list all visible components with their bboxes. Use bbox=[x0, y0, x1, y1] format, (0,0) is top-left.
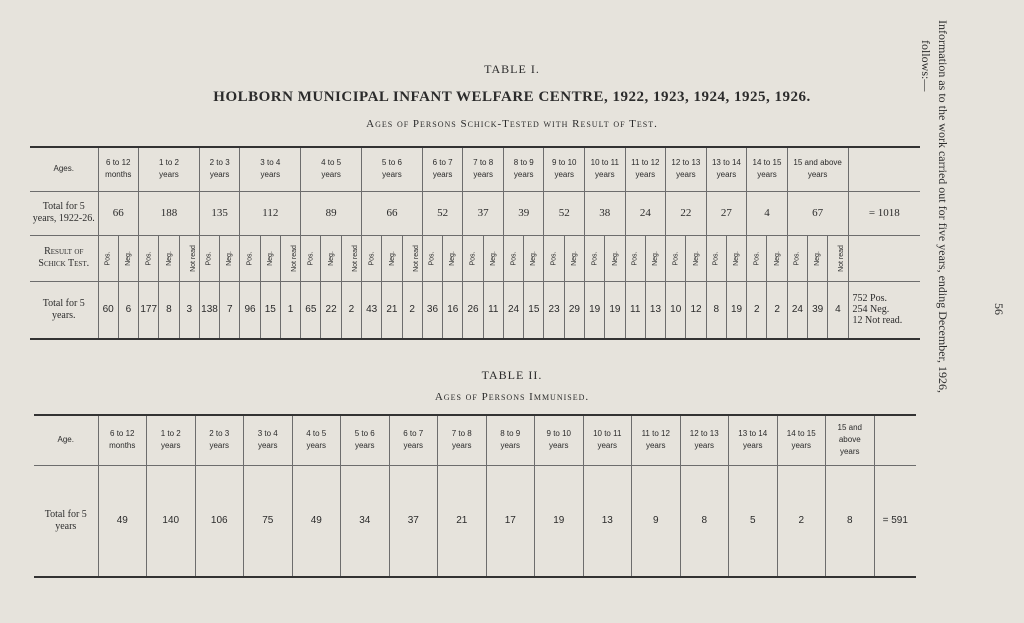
result-cell: 29 bbox=[564, 281, 584, 339]
age-range: 12 to 13 bbox=[689, 429, 719, 439]
result-subheader-text: Pos. bbox=[307, 250, 315, 266]
result-subheader bbox=[747, 235, 767, 281]
results-row bbox=[30, 281, 920, 339]
result-cell: 177 bbox=[139, 281, 159, 339]
age-range: 1 to 2 bbox=[158, 158, 179, 168]
result-subheader bbox=[544, 235, 564, 281]
age-group-header bbox=[666, 147, 707, 191]
result-cell: 21 bbox=[382, 281, 402, 339]
age-group-header bbox=[139, 147, 200, 191]
age-group-header bbox=[98, 147, 139, 191]
result-cell: 11 bbox=[625, 281, 645, 339]
age-range: 6 to 7 bbox=[432, 158, 453, 168]
age-unit: years bbox=[676, 170, 696, 180]
age-range: 6 to 12 bbox=[106, 158, 131, 168]
age-group-header bbox=[777, 415, 826, 465]
grand-total: = 591 bbox=[874, 465, 916, 577]
result-subheader bbox=[686, 235, 706, 281]
result-subheader-text: Pos. bbox=[368, 250, 376, 266]
result-subheader-text: Neg. bbox=[530, 250, 538, 266]
age-group-header bbox=[503, 147, 544, 191]
result-subheader-text: Pos. bbox=[550, 250, 558, 266]
result-subheader bbox=[260, 235, 280, 281]
total-cell: 27 bbox=[706, 191, 747, 235]
age-group-header bbox=[422, 147, 463, 191]
ages-label: Age. bbox=[34, 415, 98, 465]
result-subheader bbox=[321, 235, 341, 281]
total-cell: 17 bbox=[486, 465, 535, 577]
result-subheader-text: Pos. bbox=[631, 250, 639, 266]
result-subheader bbox=[443, 235, 463, 281]
age-group-header bbox=[98, 415, 147, 465]
total-cell: 8 bbox=[680, 465, 729, 577]
age-range: 5 to 6 bbox=[354, 429, 375, 439]
totals-row bbox=[34, 465, 916, 577]
age-range: 13 to 14 bbox=[738, 429, 768, 439]
age-unit: years bbox=[451, 441, 472, 451]
total-cell: 37 bbox=[389, 465, 438, 577]
result-subheader bbox=[828, 235, 848, 281]
result-subheader-text: Pos. bbox=[510, 250, 518, 266]
result-subheader bbox=[503, 235, 523, 281]
age-unit: years bbox=[645, 441, 666, 451]
result-subheader-text: Neg. bbox=[570, 250, 578, 266]
summary-line: 752 Pos. bbox=[852, 293, 887, 305]
total-cell: 140 bbox=[147, 465, 196, 577]
results-label: Total for 5 years. bbox=[30, 281, 98, 339]
result-subheader bbox=[220, 235, 240, 281]
total-cell: 34 bbox=[341, 465, 390, 577]
age-range: 4 to 5 bbox=[321, 158, 342, 168]
result-subheader-text: Not read bbox=[189, 244, 197, 272]
age-group-header bbox=[147, 415, 196, 465]
age-unit: years bbox=[635, 170, 656, 180]
result-subheader bbox=[402, 235, 422, 281]
age-group-header bbox=[301, 147, 362, 191]
side-text-continued: follows:— bbox=[919, 40, 933, 92]
age-group-header bbox=[195, 415, 244, 465]
table2-label: TABLE II. bbox=[481, 368, 543, 382]
result-subheader bbox=[483, 235, 503, 281]
age-unit: years bbox=[500, 441, 521, 451]
result-cell: 19 bbox=[585, 281, 605, 339]
result-cell: 22 bbox=[321, 281, 341, 339]
result-cell: 26 bbox=[463, 281, 483, 339]
result-cell: 2 bbox=[341, 281, 361, 339]
age-range: 11 to 12 bbox=[641, 429, 670, 439]
age-range: 14 to 15 bbox=[752, 158, 782, 168]
page-number: 56 bbox=[992, 303, 1006, 315]
result-subheader-text: Neg. bbox=[814, 250, 822, 266]
result-subheader-text: Pos. bbox=[712, 250, 720, 266]
result-subheader-text: Pos. bbox=[104, 250, 112, 266]
result-subheader bbox=[666, 235, 686, 281]
total-label: Total for 5 years, 1922-26. bbox=[30, 191, 98, 235]
age-unit: years bbox=[742, 441, 763, 451]
age-unit: years bbox=[554, 170, 575, 180]
summary-line: 12 Not read. bbox=[852, 315, 903, 327]
result-subheader bbox=[382, 235, 402, 281]
result-subheader-text: Neg. bbox=[388, 250, 396, 266]
total-cell: 188 bbox=[139, 191, 200, 235]
result-subheader bbox=[362, 235, 382, 281]
age-group-header bbox=[747, 147, 788, 191]
total-cell: 106 bbox=[195, 465, 244, 577]
age-range: 9 to 10 bbox=[546, 429, 571, 439]
age-group-header bbox=[826, 415, 875, 465]
age-group-header bbox=[787, 147, 848, 191]
result-subheader-text: Pos. bbox=[428, 250, 436, 266]
immunised-table bbox=[34, 414, 916, 578]
age-range: 10 to 11 bbox=[593, 429, 622, 439]
result-header-row bbox=[30, 235, 920, 281]
total-cell: 112 bbox=[240, 191, 301, 235]
total-cell: 9 bbox=[632, 465, 681, 577]
age-range: 2 to 3 bbox=[209, 158, 230, 168]
total-cell: 52 bbox=[422, 191, 463, 235]
age-unit: years bbox=[694, 441, 715, 451]
age-unit: years bbox=[716, 170, 737, 180]
result-cell: 15 bbox=[524, 281, 544, 339]
result-subheader-text: Neg. bbox=[489, 250, 497, 266]
age-group-header bbox=[463, 147, 504, 191]
blank-cell bbox=[874, 415, 916, 465]
age-unit: years bbox=[160, 441, 181, 451]
result-subheader bbox=[199, 235, 219, 281]
age-unit: years bbox=[260, 170, 281, 180]
blank-cell bbox=[848, 235, 920, 281]
table2-subtitle: Ages of Persons Immunised. bbox=[434, 391, 590, 403]
age-group-header bbox=[583, 415, 632, 465]
age-range: 1 to 2 bbox=[160, 429, 181, 439]
age-group-header bbox=[438, 415, 487, 465]
result-subheader-text: Pos. bbox=[145, 250, 153, 266]
result-cell: 11 bbox=[483, 281, 503, 339]
grand-total: = 1018 bbox=[848, 191, 920, 235]
result-subheader bbox=[767, 235, 787, 281]
result-subheader-text: Neg. bbox=[692, 250, 700, 266]
side-text: Information as to the work carried out for five years, ending December, 1926, bbox=[936, 20, 950, 394]
age-group-header bbox=[244, 415, 293, 465]
age-unit: years bbox=[257, 441, 278, 451]
total-cell: 22 bbox=[666, 191, 707, 235]
total-cell: 5 bbox=[729, 465, 778, 577]
result-cell: 19 bbox=[726, 281, 746, 339]
total-cell: 8 bbox=[826, 465, 875, 577]
age-group-header bbox=[585, 147, 626, 191]
age-range: 5 to 6 bbox=[381, 158, 402, 168]
age-range: 15 and above bbox=[793, 158, 842, 168]
age-range: 3 to 4 bbox=[260, 158, 281, 168]
age-group-header bbox=[729, 415, 778, 465]
header-row bbox=[34, 415, 916, 465]
age-unit: years bbox=[403, 441, 424, 451]
total-cell: 66 bbox=[362, 191, 423, 235]
result-cell: 3 bbox=[179, 281, 199, 339]
total-cell: 37 bbox=[463, 191, 504, 235]
result-subheader bbox=[463, 235, 483, 281]
result-subheader bbox=[139, 235, 159, 281]
total-cell: 75 bbox=[244, 465, 293, 577]
result-subheader bbox=[341, 235, 361, 281]
result-subheader bbox=[179, 235, 199, 281]
age-range: 15 and above bbox=[837, 423, 862, 445]
result-cell: 60 bbox=[98, 281, 118, 339]
summary-line: 254 Neg. bbox=[852, 304, 890, 316]
result-subheader bbox=[301, 235, 321, 281]
age-unit: years bbox=[354, 441, 375, 451]
total-cell: 49 bbox=[98, 465, 147, 577]
result-subheader bbox=[422, 235, 442, 281]
result-subheader bbox=[98, 235, 118, 281]
result-subheader bbox=[118, 235, 138, 281]
total-cell: 24 bbox=[625, 191, 666, 235]
age-unit: years bbox=[597, 441, 618, 451]
age-group-header bbox=[389, 415, 438, 465]
age-unit: years bbox=[513, 170, 534, 180]
result-subheader-text: Neg. bbox=[266, 250, 274, 266]
result-subheader-text: Not read bbox=[290, 244, 298, 272]
age-group-header bbox=[535, 415, 584, 465]
result-subheader bbox=[625, 235, 645, 281]
total-cell: 52 bbox=[544, 191, 585, 235]
age-unit: years bbox=[209, 441, 230, 451]
result-cell: 19 bbox=[605, 281, 625, 339]
result-cell: 24 bbox=[787, 281, 807, 339]
age-group-header bbox=[486, 415, 535, 465]
age-range: 10 to 11 bbox=[590, 158, 619, 168]
result-cell: 8 bbox=[706, 281, 726, 339]
age-range: 2 to 3 bbox=[209, 429, 230, 439]
age-group-header bbox=[632, 415, 681, 465]
total-cell: 89 bbox=[301, 191, 362, 235]
age-unit: years bbox=[791, 441, 812, 451]
age-range: 14 to 15 bbox=[786, 429, 816, 439]
age-unit: years bbox=[595, 170, 615, 180]
result-cell: 36 bbox=[422, 281, 442, 339]
header-row bbox=[30, 147, 920, 191]
result-subheader bbox=[706, 235, 726, 281]
result-cell: 138 bbox=[199, 281, 219, 339]
result-label: Result of Schick Test. bbox=[30, 235, 98, 281]
page-title: HOLBORN MUNICIPAL INFANT WELFARE CENTRE, 1922, 1923, 1924, 1925, 1926. bbox=[213, 89, 811, 105]
result-cell: 6 bbox=[118, 281, 138, 339]
age-group-header bbox=[292, 415, 341, 465]
result-cell: 13 bbox=[645, 281, 665, 339]
age-range: 13 to 14 bbox=[711, 158, 741, 168]
result-subheader-text: Neg. bbox=[327, 250, 335, 266]
results-summary bbox=[848, 281, 920, 339]
result-cell: 4 bbox=[828, 281, 848, 339]
age-unit: years bbox=[382, 170, 402, 180]
table1-subtitle: Ages of Persons Schick-Tested with Result of Test. bbox=[366, 118, 658, 130]
result-subheader-text: Neg. bbox=[165, 250, 173, 266]
age-unit: years bbox=[757, 170, 777, 180]
total-cell: 13 bbox=[583, 465, 632, 577]
total-cell: 2 bbox=[777, 465, 826, 577]
total-cell: 66 bbox=[98, 191, 139, 235]
result-subheader bbox=[280, 235, 300, 281]
age-range: 9 to 10 bbox=[552, 158, 577, 168]
age-unit: years bbox=[209, 170, 230, 180]
result-cell: 10 bbox=[666, 281, 686, 339]
age-unit: years bbox=[306, 441, 327, 451]
total-cell: 49 bbox=[292, 465, 341, 577]
total-label: Total for 5 years bbox=[34, 465, 98, 577]
result-subheader-text: Neg. bbox=[733, 250, 741, 266]
age-range: 3 to 4 bbox=[257, 429, 278, 439]
result-cell: 7 bbox=[220, 281, 240, 339]
result-subheader-text: Not read bbox=[412, 244, 420, 272]
result-subheader-text: Neg. bbox=[449, 250, 457, 266]
totals-row bbox=[30, 191, 920, 235]
result-cell: 2 bbox=[747, 281, 767, 339]
total-cell: 38 bbox=[585, 191, 626, 235]
result-subheader bbox=[564, 235, 584, 281]
result-subheader bbox=[159, 235, 179, 281]
result-subheader-text: Not read bbox=[838, 244, 846, 272]
age-group-header bbox=[341, 415, 390, 465]
result-cell: 43 bbox=[362, 281, 382, 339]
result-subheader bbox=[808, 235, 828, 281]
result-subheader bbox=[787, 235, 807, 281]
result-subheader-text: Pos. bbox=[469, 250, 477, 266]
table1-label: TABLE I. bbox=[484, 62, 540, 76]
age-range: 7 to 8 bbox=[473, 158, 494, 168]
ages-label: Ages. bbox=[30, 147, 98, 191]
result-subheader bbox=[726, 235, 746, 281]
result-cell: 15 bbox=[260, 281, 280, 339]
result-subheader-text: Pos. bbox=[793, 250, 801, 266]
total-cell: 19 bbox=[535, 465, 584, 577]
age-group-header bbox=[680, 415, 729, 465]
age-range: 8 to 9 bbox=[500, 429, 521, 439]
age-range: 6 to 12 bbox=[110, 429, 135, 439]
age-unit: years bbox=[473, 170, 493, 180]
age-group-header bbox=[544, 147, 585, 191]
result-subheader bbox=[240, 235, 260, 281]
age-unit: years bbox=[159, 170, 179, 180]
age-range: 8 to 9 bbox=[513, 158, 534, 168]
total-cell: 135 bbox=[199, 191, 240, 235]
result-subheader-text: Pos. bbox=[672, 250, 680, 266]
age-group-header bbox=[706, 147, 747, 191]
total-cell: 67 bbox=[787, 191, 848, 235]
result-subheader bbox=[524, 235, 544, 281]
result-cell: 39 bbox=[808, 281, 828, 339]
result-cell: 16 bbox=[443, 281, 463, 339]
result-cell: 24 bbox=[503, 281, 523, 339]
age-range: 4 to 5 bbox=[306, 429, 327, 439]
result-subheader bbox=[605, 235, 625, 281]
age-unit: years bbox=[321, 170, 341, 180]
result-subheader bbox=[585, 235, 605, 281]
age-range: 7 to 8 bbox=[451, 429, 472, 439]
result-cell: 8 bbox=[159, 281, 179, 339]
age-unit: years bbox=[548, 441, 569, 451]
result-subheader-text: Neg. bbox=[773, 250, 781, 266]
result-subheader-text: Pos. bbox=[205, 250, 213, 266]
result-cell: 2 bbox=[767, 281, 787, 339]
age-group-header bbox=[625, 147, 666, 191]
age-range: 11 to 12 bbox=[631, 158, 660, 168]
result-cell: 1 bbox=[280, 281, 300, 339]
result-cell: 12 bbox=[686, 281, 706, 339]
result-subheader-text: Neg. bbox=[226, 250, 234, 266]
schick-test-table bbox=[30, 146, 920, 340]
age-unit: years bbox=[839, 447, 860, 457]
age-group-header bbox=[240, 147, 301, 191]
result-cell: 2 bbox=[402, 281, 422, 339]
age-group-header bbox=[362, 147, 423, 191]
result-cell: 23 bbox=[544, 281, 564, 339]
age-range: 6 to 7 bbox=[403, 429, 424, 439]
age-unit: years bbox=[432, 170, 453, 180]
age-group-header bbox=[199, 147, 240, 191]
result-cell: 65 bbox=[301, 281, 321, 339]
age-unit: years bbox=[807, 170, 828, 180]
total-cell: 4 bbox=[747, 191, 788, 235]
result-subheader-text: Pos. bbox=[246, 250, 254, 266]
result-subheader-text: Pos. bbox=[753, 250, 761, 266]
result-subheader-text: Pos. bbox=[591, 250, 599, 266]
age-range: 12 to 13 bbox=[671, 158, 701, 168]
result-subheader-text: Neg. bbox=[124, 250, 132, 266]
result-subheader-text: Neg. bbox=[651, 250, 659, 266]
total-cell: 21 bbox=[438, 465, 487, 577]
total-cell: 39 bbox=[503, 191, 544, 235]
age-unit: months bbox=[105, 170, 132, 180]
age-unit: months bbox=[109, 441, 136, 451]
result-subheader-text: Neg. bbox=[611, 250, 619, 266]
result-cell: 96 bbox=[240, 281, 260, 339]
result-subheader bbox=[645, 235, 665, 281]
blank-cell bbox=[848, 147, 920, 191]
result-subheader-text: Not read bbox=[351, 244, 359, 272]
